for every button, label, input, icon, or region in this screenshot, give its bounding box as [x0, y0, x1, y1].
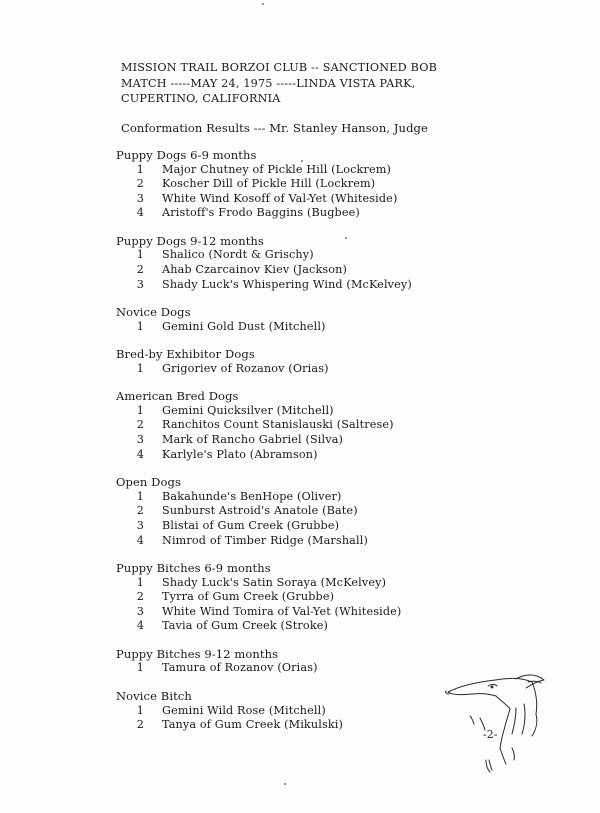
- placement-row: [116, 192, 476, 207]
- placement-row: [116, 206, 476, 221]
- dog-name-owner: Gemini Quicksilver (Mitchell): [162, 403, 334, 417]
- dog-name-owner: White Wind Tomira of Val-Yet (Whiteside): [162, 604, 402, 618]
- placement-number: 4: [136, 619, 144, 633]
- placement-number: 1: [136, 319, 144, 333]
- placement-number: 1: [136, 403, 144, 417]
- class-section: [116, 389, 476, 462]
- class-title: Novice Bitch: [116, 689, 192, 704]
- dog-name-owner: Aristoff's Frodo Baggins (Bugbee): [162, 206, 360, 220]
- placement-row: [116, 519, 476, 534]
- placement-row: [116, 263, 476, 278]
- conformation-judge-line: Conformation Results --- Mr. Stanley Hanson, Judge: [121, 121, 428, 135]
- scan-speck: [284, 783, 286, 785]
- dog-name-owner: Sunburst Astroid's Anatole (Bate): [162, 504, 358, 518]
- placement-number: 2: [136, 418, 144, 432]
- dog-name-owner: Ranchitos Count Stanislauski (Saltrese): [162, 418, 394, 432]
- dog-name-owner: Tavia of Gum Creek (Stroke): [162, 619, 329, 633]
- placement-number: 1: [136, 703, 144, 717]
- class-section: [116, 561, 476, 634]
- class-title: American Bred Dogs: [116, 389, 239, 404]
- placement-row: [116, 418, 476, 433]
- dog-name-owner: Shady Luck's Satin Soraya (McKelvey): [162, 575, 387, 589]
- placement-number: 1: [136, 661, 144, 675]
- placement-number: 2: [136, 718, 144, 732]
- placement-number: 2: [136, 262, 144, 276]
- class-section: [116, 234, 476, 292]
- placement-number: 4: [136, 206, 144, 220]
- header-line-2: MATCH -----MAY 24, 1975 -----LINDA VISTA PARK,: [121, 76, 416, 90]
- dog-name-owner: Shalico (Nordt & Grischy): [162, 248, 314, 262]
- document-header: [121, 60, 481, 107]
- placement-row: [116, 362, 476, 377]
- class-section: [116, 347, 476, 376]
- placement-number: 1: [136, 361, 144, 375]
- placement-number: 3: [136, 518, 144, 532]
- header-line-1: MISSION TRAIL BORZOI CLUB -- SANCTIONED BOB: [121, 61, 438, 74]
- placement-row: [116, 278, 476, 293]
- class-section: [116, 148, 476, 221]
- class-title: Bred-by Exhibitor Dogs: [116, 347, 255, 362]
- placement-number: 1: [136, 162, 144, 176]
- placement-number: 2: [136, 590, 144, 604]
- dog-name-owner: Major Chutney of Pickle Hill (Lockrem): [162, 162, 392, 176]
- dog-name-owner: Ahab Czarcainov Kiev (Jackson): [162, 262, 348, 276]
- class-title: Puppy Dogs 6-9 months: [116, 148, 257, 162]
- dog-name-owner: Karlyle's Plato (Abramson): [162, 447, 318, 461]
- dog-name-owner: Tamura of Rozanov (Orias): [162, 661, 318, 675]
- dog-name-owner: Grigoriev of Rozanov (Orias): [162, 361, 329, 375]
- dog-name-owner: Koscher Dill of Pickle Hill (Lockrem): [162, 177, 376, 191]
- placement-row: [116, 490, 476, 505]
- placement-number: 3: [136, 604, 144, 618]
- placement-row: [116, 534, 476, 549]
- scan-speck: [301, 160, 303, 162]
- page-number: -2-: [483, 728, 498, 741]
- placement-number: 2: [136, 504, 144, 518]
- placement-row: [116, 404, 476, 419]
- scan-speck: [345, 237, 347, 239]
- scan-speck: [262, 3, 264, 5]
- dog-name-owner: White Wind Kosoff of Val-Yet (Whiteside): [162, 191, 398, 205]
- placement-number: 4: [136, 533, 144, 547]
- placement-number: 3: [136, 277, 144, 291]
- class-section: [116, 475, 476, 548]
- placement-row: [116, 320, 476, 335]
- header-line-3: CUPERTINO, CALIFORNIA: [121, 92, 281, 105]
- placement-row: [116, 661, 476, 676]
- class-section: [116, 689, 476, 733]
- placement-row: [116, 448, 476, 463]
- placement-number: 1: [136, 248, 144, 262]
- placement-row: [116, 605, 476, 620]
- class-results-list: [116, 148, 476, 746]
- placement-row: [116, 619, 476, 634]
- class-title: Puppy Bitches 6-9 months: [116, 561, 271, 576]
- dog-name-owner: Bakahunde's BenHope (Oliver): [162, 489, 342, 503]
- placement-row: [116, 718, 476, 733]
- dog-name-owner: Blistai of Gum Creek (Grubbe): [162, 518, 340, 532]
- placement-number: 3: [136, 191, 144, 205]
- dog-name-owner: Gemini Wild Rose (Mitchell): [162, 703, 326, 717]
- placement-row: [116, 163, 476, 178]
- placement-number: 1: [136, 575, 144, 589]
- placement-row: [116, 433, 476, 448]
- class-section: [116, 647, 476, 676]
- placement-row: [116, 590, 476, 605]
- dog-name-owner: Nimrod of Timber Ridge (Marshall): [162, 533, 368, 547]
- class-title: Open Dogs: [116, 475, 181, 490]
- dog-name-owner: Tanya of Gum Creek (Mikulski): [162, 718, 344, 732]
- placement-row: [116, 576, 476, 591]
- placement-row: [116, 504, 476, 519]
- dog-name-owner: Shady Luck's Whispering Wind (McKelvey): [162, 277, 412, 291]
- placement-number: 3: [136, 433, 144, 447]
- dog-name-owner: Gemini Gold Dust (Mitchell): [162, 319, 326, 333]
- class-title: Puppy Bitches 9-12 months: [116, 646, 279, 661]
- class-title: Novice Dogs: [116, 305, 191, 320]
- placement-row: [116, 704, 476, 719]
- dog-name-owner: Mark of Rancho Gabriel (Silva): [162, 433, 344, 447]
- placement-number: 1: [136, 489, 144, 503]
- placement-number: 2: [136, 177, 144, 191]
- borzoi-head-sketch-icon: [440, 664, 550, 774]
- placement-row: [116, 177, 476, 192]
- class-title: Puppy Dogs 9-12 months: [116, 233, 264, 248]
- class-section: [116, 305, 476, 334]
- placement-row: [116, 248, 476, 263]
- placement-number: 4: [136, 447, 144, 461]
- dog-name-owner: Tyrra of Gum Creek (Grubbe): [162, 590, 335, 604]
